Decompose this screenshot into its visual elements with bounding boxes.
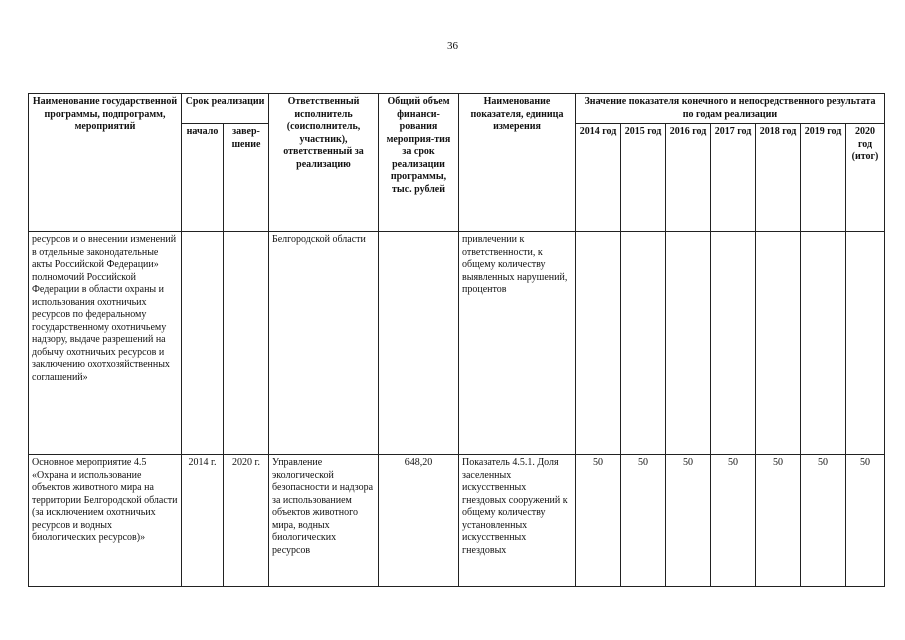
cell-value: 50 <box>576 455 621 587</box>
header-year-2014: 2014 год <box>576 124 621 232</box>
cell-value: 50 <box>621 455 666 587</box>
header-indicator: Наименование показателя, единица измерения <box>459 94 576 232</box>
header-executor: Ответственный исполнитель (соисполнитель, участник), ответственный за реализацию <box>269 94 379 232</box>
cell-value <box>756 232 801 455</box>
header-year-2016: 2016 год <box>666 124 711 232</box>
cell-end <box>224 232 269 455</box>
header-start: начало <box>182 124 224 232</box>
header-year-2019: 2019 год <box>801 124 846 232</box>
cell-value <box>666 232 711 455</box>
cell-executor: Управление экологической безопасности и надзора за использованием объектов животного мира, водных биологических ресурсов <box>269 455 379 587</box>
cell-executor: Белгородской области <box>269 232 379 455</box>
header-name: Наименование государственной программы, подпрограмм, мероприятий <box>29 94 182 232</box>
cell-start: 2014 г. <box>182 455 224 587</box>
header-year-2015: 2015 год <box>621 124 666 232</box>
cell-indicator: Показатель 4.5.1. Доля заселенных искусственных гнездовых сооружений к общему количеству установленных искусственных гнездовых <box>459 455 576 587</box>
cell-value <box>801 232 846 455</box>
header-end: завер-шение <box>224 124 269 232</box>
cell-name: ресурсов и о внесении изменений в отдельные законодательные акты Российской Федерации» полномочий Российской Федерации в области охраны и использования охотничьих ресурсов по федеральному государственному охотничьему надзору, выдаче разрешений на добычу охотничьих ресурсов и заключению охотхозяйственных соглашений» <box>29 232 182 455</box>
cell-value <box>846 232 885 455</box>
cell-value: 50 <box>756 455 801 587</box>
table-row <box>29 455 885 587</box>
cell-value: 50 <box>711 455 756 587</box>
cell-value <box>711 232 756 455</box>
page-number: 36 <box>447 40 458 52</box>
cell-name: Основное мероприятие 4.5 «Охрана и использование объектов животного мира на территории Белгородской области (за исключением охотничьих ресурсов и водных биологических ресурсов)» <box>29 455 182 587</box>
cell-value <box>621 232 666 455</box>
cell-value: 50 <box>846 455 885 587</box>
header-year-2020: 2020 год (итог) <box>846 124 885 232</box>
program-table <box>28 93 885 587</box>
table-row <box>29 232 885 455</box>
header-funding: Общий объем финанси-рования мероприя-тия за срок реализации программы, тыс. рублей <box>379 94 459 232</box>
cell-end: 2020 г. <box>224 455 269 587</box>
cell-indicator: привлечении к ответственности, к общему количеству выявленных нарушений, процентов <box>459 232 576 455</box>
header-year-2018: 2018 год <box>756 124 801 232</box>
header-row-1 <box>29 94 885 124</box>
cell-value: 50 <box>666 455 711 587</box>
cell-funding <box>379 232 459 455</box>
header-values-group: Значение показателя конечного и непосредственного результата по годам реализации <box>576 94 885 124</box>
cell-funding: 648,20 <box>379 455 459 587</box>
header-term: Срок реализации <box>182 94 269 124</box>
header-year-2017: 2017 год <box>711 124 756 232</box>
cell-start <box>182 232 224 455</box>
cell-value <box>576 232 621 455</box>
cell-value: 50 <box>801 455 846 587</box>
